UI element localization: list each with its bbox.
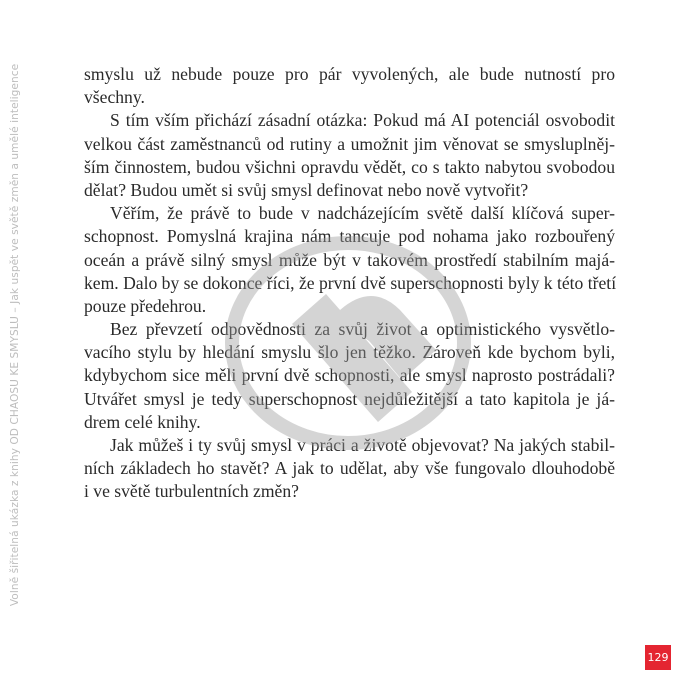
- text-line: dělat? Budou umět si svůj smysl definovat nebo nově vytvořit?: [84, 179, 529, 200]
- side-note: [4, 0, 26, 700]
- text-line: smyslu už nebude pouze pro pár vyvolených, ale bude nutností pro: [84, 64, 615, 84]
- text-line: ních základech ho stavět? A jak to udělat, aby vše fungovalo dlouhodobě: [84, 458, 615, 479]
- text-line: schopnost. Pomyslná krajina nám tancuje pod nohama jako rozbouřený: [84, 226, 615, 247]
- text-line: Utvářet smysl je tedy superschopnost nejdůležitější a tato kapitola je já-: [84, 388, 615, 409]
- text-line: Věřím, že právě to bude v nadcházejícím světě další klíčová super-: [110, 203, 615, 224]
- text-line: Bez převzetí odpovědnosti za svůj život a optimistického vysvětlo-: [110, 319, 615, 340]
- text-line: ším činnostem, budou všichni opravdu vědět, co s takto nabytou svobodou: [84, 156, 615, 177]
- text-line: S tím vším přichází zásadní otázka: Pokud má AI potenciál osvobodit: [110, 110, 615, 131]
- page-number: [645, 645, 671, 670]
- text-line: vacího stylu by hledání smyslu šlo jen těžko. Zároveň kde bychom byli,: [84, 342, 615, 363]
- text-line: velkou část zaměstnanců od rutiny a umožnit jim věnovat se smysluplněj-: [84, 133, 615, 154]
- text-line: oceán a právě silný smysl může být v takovém prostředí stabilním majá-: [84, 249, 615, 270]
- text-line: pouze předehrou.: [84, 295, 207, 316]
- text-line: všechny.: [84, 87, 145, 108]
- text-line: drem celé knihy.: [84, 411, 201, 432]
- page-number-text: 129: [647, 651, 669, 664]
- text-line: Jak můžeš i ty svůj smysl v práci a životě objevovat? Na jakých stabil-: [110, 435, 615, 455]
- side-note-text: Volně šiřitelná ukázka z knihy OD CHAOSU KE SMYSLU – Jak uspět ve světě změn a umělé inteligence: [9, 63, 21, 607]
- text-line: kem. Dalo by se dokonce říci, že první dvě superschopnosti byly k této třetí: [84, 272, 617, 293]
- text-line: i ve světě turbulentních změn?: [84, 481, 299, 502]
- body-text: [84, 63, 615, 504]
- text-line: kdybychom sice měli první dvě schopnosti, ale smysl naprosto postrádali?: [84, 365, 615, 386]
